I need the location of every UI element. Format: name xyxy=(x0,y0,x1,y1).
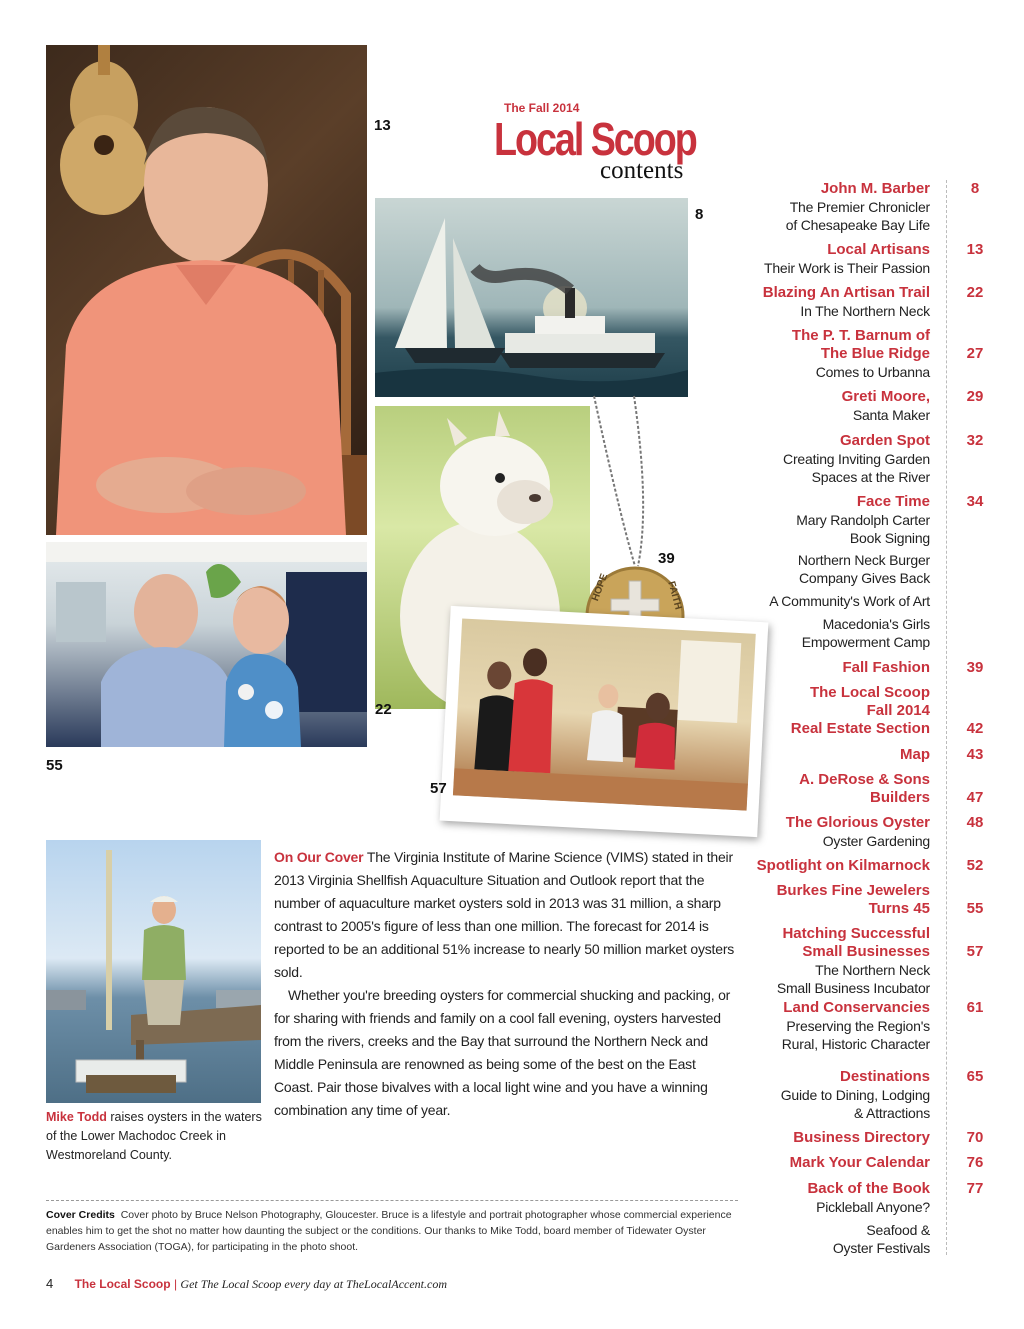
toc-page-number: 57 xyxy=(966,943,984,960)
caption-text: raises oysters in the waters of the Lower Machodoc Creek in Westmoreland County. xyxy=(46,1110,262,1162)
photo-oyster-farmer xyxy=(46,840,261,1103)
toc-entry[interactable] xyxy=(777,925,930,997)
toc-title: Fall 2014 xyxy=(866,702,930,719)
toc-subtitle: Rural, Historic Character xyxy=(781,1036,930,1052)
toc-divider xyxy=(946,180,947,1255)
toc-subtitle: Company Gives Back xyxy=(798,570,930,586)
pendant-word-faith: FAITH xyxy=(665,580,684,611)
toc-title: Greti Moore, xyxy=(841,388,930,405)
toc-subtitle: Pickleball Anyone? xyxy=(816,1199,930,1215)
toc-subtitle: Empowerment Camp xyxy=(801,634,930,650)
toc-subtitle: Spaces at the River xyxy=(811,469,930,485)
toc-title: Turns 45 xyxy=(868,900,930,917)
toc-entry[interactable] xyxy=(842,659,930,677)
toc-entry[interactable] xyxy=(799,771,930,807)
toc-subtitle: Oyster Festivals xyxy=(832,1240,930,1256)
toc-page-number: 8 xyxy=(970,180,980,197)
toc-page-number: 34 xyxy=(966,493,984,510)
cover-paragraph-2: Whether you're breeding oysters for commercial shucking and packing, or for sharing with friends and family on a cool fall evening, oysters harvested from the rivers, creeks and the Bay that surround the Northern Neck and Middle Peninsula are renowned as being some of the best on the East Coast. Pair those bivalves with a local light wine and you have a winning combination any time of year. xyxy=(274,987,731,1118)
toc-title: Local Artisans xyxy=(827,241,930,258)
toc-entry[interactable] xyxy=(783,432,930,486)
credits-label: Cover Credits xyxy=(46,1209,115,1221)
page-footer xyxy=(46,1276,447,1292)
toc-page-number: 61 xyxy=(966,999,984,1016)
toc-page-number: 77 xyxy=(966,1180,984,1197)
toc-title: The P. T. Barnum of xyxy=(791,327,930,344)
toc-title: Face Time xyxy=(856,493,930,510)
toc-entry[interactable] xyxy=(842,388,930,424)
toc-entry[interactable] xyxy=(786,180,930,234)
photo-number-57: 57 xyxy=(430,780,447,797)
toc-subtitle: Their Work is Their Passion xyxy=(763,260,930,276)
toc-page-number: 47 xyxy=(966,789,984,806)
toc-subtitle: Macedonia's Girls xyxy=(822,616,930,632)
toc-page-number: 48 xyxy=(966,814,984,831)
credits-text: Cover photo by Bruce Nelson Photography, Gloucester. Bruce is a lifestyle and portrait photographer whose commercial experience enables him to get the shot no matter how daunting the subject or the conditions. Our thanks to Mike Todd, board member of Tidewater Oyster Gardeners Association (TOGA), for participating in the photo shoot. xyxy=(46,1209,732,1253)
toc-subtitle: & Attractions xyxy=(854,1105,930,1121)
toc-title: Mark Your Calendar xyxy=(789,1154,930,1171)
toc-page-number: 70 xyxy=(966,1129,984,1146)
toc-title: Hatching Successful xyxy=(782,925,930,942)
photo-number-22: 22 xyxy=(375,701,392,718)
photo-jewelers-couple xyxy=(46,542,367,747)
edition-label: The Fall 2014 xyxy=(504,101,580,115)
toc-subtitle: The Northern Neck xyxy=(815,962,930,978)
toc-entry[interactable] xyxy=(793,1129,930,1147)
toc-subtitle: Creating Inviting Garden xyxy=(783,451,930,467)
toc-entry[interactable] xyxy=(802,615,930,651)
toc-subtitle: Comes to Urbanna xyxy=(815,364,930,380)
toc-title: Builders xyxy=(869,789,930,806)
photo-number-55: 55 xyxy=(46,757,63,774)
photo-ship-painting xyxy=(375,198,688,397)
toc-page-number: 55 xyxy=(966,900,984,917)
toc-entry[interactable] xyxy=(798,551,930,587)
cover-lead: On Our Cover xyxy=(274,849,364,865)
toc-subtitle: A Community's Work of Art xyxy=(769,593,930,609)
toc-subtitle: Preserving the Region's xyxy=(786,1018,930,1034)
photo-business-group xyxy=(440,606,769,837)
toc-subtitle: of Chesapeake Bay Life xyxy=(785,217,930,233)
toc-title: The Blue Ridge xyxy=(820,345,930,362)
toc-title: Blazing An Artisan Trail xyxy=(762,284,930,301)
section-title: contents xyxy=(600,157,684,184)
toc-title: Burkes Fine Jewelers xyxy=(776,882,930,899)
toc-page-number: 27 xyxy=(966,345,984,362)
toc-subtitle: Book Signing xyxy=(849,530,930,546)
toc-title: The Local Scoop xyxy=(809,684,930,701)
toc-title: The Glorious Oyster xyxy=(785,814,930,831)
toc-title: Business Directory xyxy=(793,1129,930,1146)
toc-title: Small Businesses xyxy=(802,943,930,960)
toc-entry[interactable] xyxy=(786,814,930,850)
toc-entry[interactable] xyxy=(777,882,930,918)
toc-entry[interactable] xyxy=(763,284,930,320)
toc-entry[interactable] xyxy=(792,327,930,381)
toc-page-number: 22 xyxy=(966,284,984,301)
toc-entry[interactable] xyxy=(782,999,930,1053)
toc-title: Fall Fashion xyxy=(842,659,930,676)
toc-page-number: 76 xyxy=(966,1154,984,1171)
magazine-logo: Local Scoop xyxy=(494,113,696,165)
footer-separator: | xyxy=(173,1277,178,1291)
toc-title: Garden Spot xyxy=(839,432,930,449)
toc-title: Back of the Book xyxy=(807,1180,930,1197)
toc-title: John M. Barber xyxy=(820,180,930,197)
toc-entry[interactable] xyxy=(807,1180,930,1216)
toc-entry[interactable] xyxy=(790,1154,930,1172)
page-number: 4 xyxy=(46,1276,54,1291)
cover-credits xyxy=(46,1207,746,1255)
credits-divider xyxy=(46,1200,738,1201)
toc-entry[interactable] xyxy=(796,493,930,547)
toc-page-number: 13 xyxy=(966,241,984,258)
toc-subtitle: Small Business Incubator xyxy=(776,980,930,996)
photo-artisan-workshop xyxy=(46,45,367,535)
toc-page-number: 65 xyxy=(966,1068,984,1085)
toc-entry[interactable] xyxy=(900,746,930,764)
toc-subtitle: The Premier Chronicler xyxy=(789,199,930,215)
toc-page-number: 32 xyxy=(966,432,984,449)
toc-page-number: 43 xyxy=(966,746,984,763)
caption-name: Mike Todd xyxy=(46,1110,107,1124)
photo-caption xyxy=(46,1108,270,1165)
toc-title: Map xyxy=(900,746,930,763)
photo-number-8: 8 xyxy=(695,206,704,223)
toc-title: Spotlight on Kilmarnock xyxy=(756,857,930,874)
cover-paragraph-1: The Virginia Institute of Marine Science (VIMS) stated in their 2013 Virginia Shellfish Aquaculture Situation and Outlook report that the number of aquaculture market oysters sold in 2013 was 31 million, a sharp contrast to 2005's figure of less than one million. The forecast for 2014 is reported to be an additional 51% increase to nearly 50 million market oysters sold. xyxy=(274,849,735,980)
toc-subtitle: Northern Neck Burger xyxy=(797,552,930,568)
footer-brand: The Local Scoop xyxy=(74,1277,171,1291)
toc-subtitle: Oyster Gardening xyxy=(822,833,930,849)
pendant-word-hope: HOPE xyxy=(590,572,611,603)
photo-number-39: 39 xyxy=(658,550,675,567)
toc-entry[interactable] xyxy=(769,592,930,610)
toc-entry[interactable] xyxy=(757,857,930,875)
toc-title: A. DeRose & Sons xyxy=(799,771,930,788)
toc-title: Destinations xyxy=(839,1068,930,1085)
photo-number-13: 13 xyxy=(374,117,391,134)
toc-subtitle: Guide to Dining, Lodging xyxy=(780,1087,930,1103)
toc-subtitle: Seafood & xyxy=(866,1222,930,1238)
cover-story xyxy=(274,846,736,1122)
footer-tagline: Get The Local Scoop every day at TheLocalAccent.com xyxy=(180,1277,447,1291)
toc-entry[interactable] xyxy=(781,1068,930,1122)
toc-entry[interactable] xyxy=(833,1221,930,1257)
toc-page-number: 29 xyxy=(966,388,984,405)
toc-entry[interactable] xyxy=(764,241,930,277)
toc-page-number: 39 xyxy=(966,659,984,676)
toc-subtitle: In The Northern Neck xyxy=(800,303,930,319)
toc-subtitle: Mary Randolph Carter xyxy=(796,512,930,528)
toc-title: Real Estate Section xyxy=(790,720,930,737)
toc-page-number: 42 xyxy=(966,720,984,737)
toc-entry[interactable] xyxy=(791,684,930,738)
toc-page-number: 52 xyxy=(966,857,984,874)
toc-title: Land Conservancies xyxy=(783,999,930,1016)
toc-subtitle: Santa Maker xyxy=(852,407,930,423)
